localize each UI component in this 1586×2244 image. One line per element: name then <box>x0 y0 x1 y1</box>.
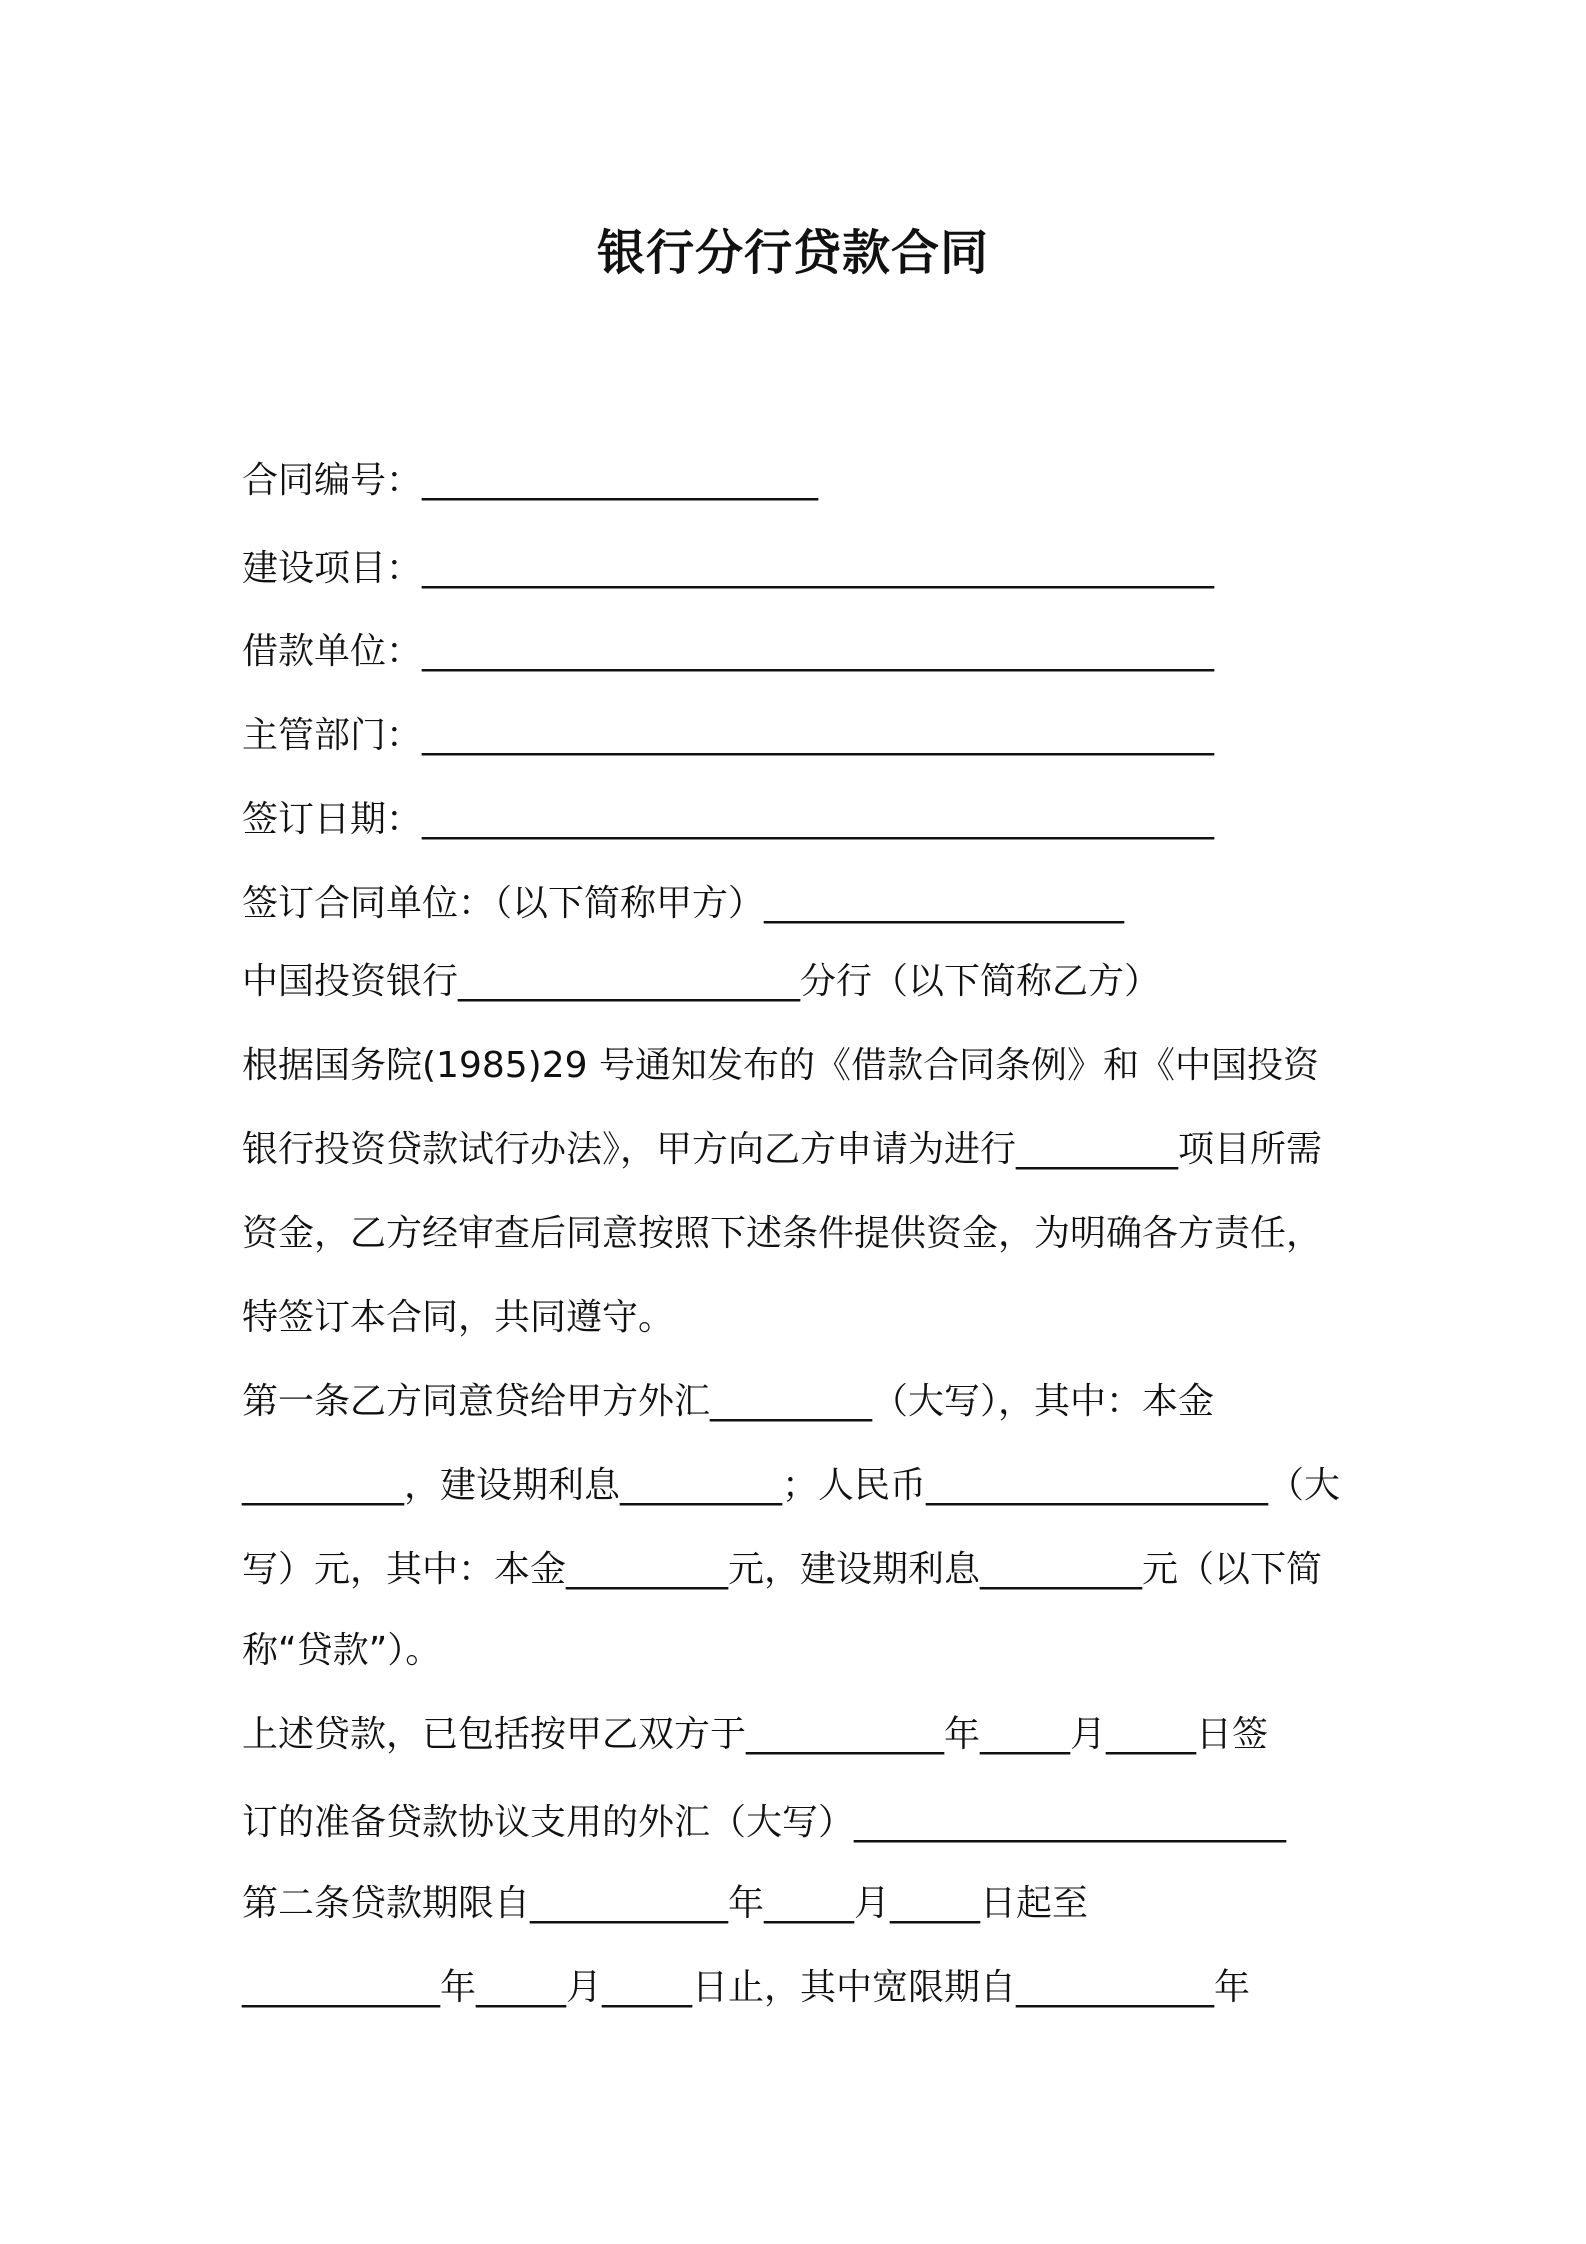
construction-project-line: 建设项目：____________________________________________ <box>242 548 1215 589</box>
preamble-line-1: 根据国务院(1985)29 号通知发布的《借款合同条例》和《中国投资 <box>242 1045 1319 1086</box>
contract-number-line: 合同编号：______________________ <box>242 460 819 501</box>
article-1-line-2: _________，建设期利息_________；人民币___________________（大 <box>242 1465 1341 1506</box>
article-1-line-3: 写）元，其中：本金_________元，建设期利息_________元（以下简 <box>242 1549 1323 1590</box>
party-a-line: 签订合同单位：（以下简称甲方）____________________ <box>242 883 1125 924</box>
preamble-line-3: 资金，乙方经审查后同意按照下述条件提供资金，为明确各方责任， <box>242 1213 1323 1254</box>
article-2-line-2: ___________年_____月_____日止，其中宽限期自___________年 <box>242 1967 1251 2008</box>
article-1-line-6: 订的准备贷款协议支用的外汇（大写）________________________ <box>242 1802 1287 1843</box>
borrower-line: 借款单位：____________________________________________ <box>242 631 1215 672</box>
article-1-line-5: 上述贷款，已包括按甲乙双方于___________年_____月_____日签 <box>242 1714 1269 1755</box>
document-title: 银行分行贷款合同 <box>596 225 989 281</box>
supervising-department-line: 主管部门：____________________________________________ <box>242 715 1215 756</box>
signing-date-line: 签订日期：____________________________________________ <box>242 799 1215 840</box>
party-b-line: 中国投资银行___________________分行（以下简称乙方） <box>242 961 1161 1002</box>
article-2-line-1: 第二条贷款期限自___________年_____月_____日起至 <box>242 1883 1089 1924</box>
article-1-line-4: 称“贷款”）。 <box>242 1630 442 1671</box>
preamble-line-2: 银行投资贷款试行办法》，甲方向乙方申请为进行_________项目所需 <box>242 1129 1323 1170</box>
preamble-line-4: 特签订本合同，共同遵守。 <box>242 1297 675 1338</box>
article-1-line-1: 第一条乙方同意贷给甲方外汇_________（大写），其中：本金 <box>242 1381 1215 1422</box>
